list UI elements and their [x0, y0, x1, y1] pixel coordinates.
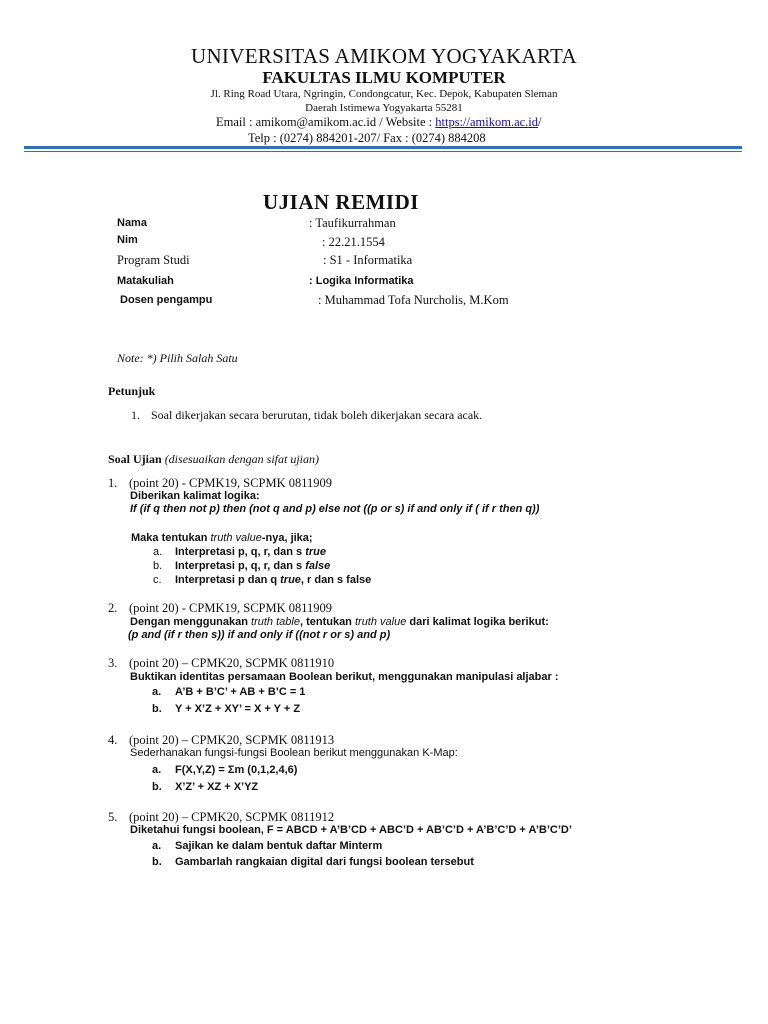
- q4-item-a: F(X,Y,Z) = Σm (0,1,2,4,6): [175, 764, 298, 776]
- q5-number: 5.: [108, 810, 118, 824]
- petunjuk-item-number: 1.: [131, 408, 140, 422]
- q1-item-b: Interpretasi p, q, r, dan s false: [175, 560, 331, 572]
- q1-line1: Diberikan kalimat logika:: [130, 490, 260, 502]
- info-label-nim: Nim: [117, 234, 138, 246]
- q4-item-a-letter: a.: [152, 764, 162, 776]
- q5-item-a-letter: a.: [152, 840, 162, 852]
- q1-item-c: Interpretasi p dan q true, r dan s false: [175, 574, 372, 586]
- q5-item-b-letter: b.: [152, 856, 162, 868]
- faculty-name: FAKULTAS ILMU KOMPUTER: [262, 68, 506, 87]
- q3-line1: Buktikan identitas persamaan Boolean berikut, menggunakan manipulasi aljabar :: [130, 671, 559, 683]
- q1-logic-sentence: If (if q then not p) then (not q and p) else not ((p or s) if and only if ( if r then q)): [130, 503, 540, 515]
- note-text: Note: *) Pilih Salah Satu: [117, 351, 238, 365]
- q1-title: (point 20) - CPMK19, SCPMK 0811909: [129, 476, 333, 490]
- q3-number: 3.: [108, 656, 118, 670]
- q2-title: (point 20) - CPMK19, SCPMK 0811909: [129, 601, 333, 615]
- exam-title: UJIAN REMIDI: [263, 190, 419, 214]
- info-label-prodi: Program Studi: [117, 253, 190, 267]
- info-label-nama: Nama: [117, 217, 147, 229]
- q4-title: (point 20) – CPMK20, SCPMK 0811913: [129, 733, 335, 747]
- q3-item-b-letter: b.: [152, 703, 162, 715]
- soal-heading-note: (disesuaikan dengan sifat ujian): [164, 452, 320, 466]
- q5-item-a: Sajikan ke dalam bentuk daftar Minterm: [175, 840, 383, 852]
- info-value-nim: : 22.21.1554: [322, 235, 385, 249]
- soal-heading-line: [108, 452, 319, 467]
- email-text: Email : amikom@amikom.ac.id / Website :: [216, 115, 436, 129]
- soal-heading: Soal Ujian: [108, 452, 162, 466]
- info-label-dosen: Dosen pengampu: [120, 294, 213, 306]
- petunjuk-heading: Petunjuk: [108, 384, 156, 398]
- q2-number: 2.: [108, 601, 118, 615]
- q3-item-a-letter: a.: [152, 686, 162, 698]
- q4-item-b: X’Z’ + XZ + X’YZ: [175, 781, 259, 793]
- q3-title: (point 20) – CPMK20, SCPMK 0811910: [129, 656, 335, 670]
- q1-item-a-letter: a.: [153, 546, 163, 558]
- address-line-1: Jl. Ring Road Utara, Ngringin, Condongcatur, Kec. Depok, Kabupaten Sleman: [210, 88, 558, 100]
- q4-line1: Sederhanakan fungsi-fungsi Boolean berikut menggunakan K-Map:: [130, 747, 458, 759]
- q3-item-a: A’B + B’C’ + AB + B’C = 1: [175, 686, 306, 698]
- website-link[interactable]: https://amikom.ac.id: [435, 115, 539, 129]
- info-label-matakuliah: Matakuliah: [117, 275, 174, 287]
- header-divider-thin: [24, 151, 742, 152]
- contact-line: [216, 115, 542, 130]
- header-divider-thick: [24, 146, 742, 149]
- q1-item-b-letter: b.: [153, 560, 163, 572]
- q4-number: 4.: [108, 733, 118, 747]
- petunjuk-item-text: Soal dikerjakan secara berurutan, tidak boleh dikerjakan secara acak.: [151, 408, 483, 422]
- info-value-prodi: : S1 - Informatika: [323, 253, 413, 267]
- q4-item-b-letter: b.: [152, 781, 162, 793]
- q2-logic-sentence: (p and (if r then s)) if and only if ((not r or s) and p): [128, 629, 391, 641]
- q5-title: (point 20) – CPMK20, SCPMK 0811912: [129, 810, 335, 824]
- q1-line3: Maka tentukan truth value-nya, jika;: [131, 532, 313, 544]
- info-value-dosen: : Muhammad Tofa Nurcholis, M.Kom: [318, 293, 509, 307]
- info-value-matakuliah: : Logika Informatika: [309, 275, 414, 287]
- q5-item-b: Gambarlah rangkaian digital dari fungsi boolean tersebut: [175, 856, 474, 868]
- q1-item-c-letter: c.: [153, 574, 162, 586]
- q5-line1: Diketahui fungsi boolean, F = ABCD + A’B’CD + ABC’D + AB’C’D + A’B’C’D + A’B’C’D’: [130, 824, 572, 836]
- q3-item-b: Y + X’Z + XY’ = X + Y + Z: [175, 703, 301, 715]
- info-value-nama: : Taufikurrahman: [309, 216, 396, 230]
- university-name: UNIVERSITAS AMIKOM YOGYAKARTA: [191, 44, 577, 68]
- q2-line1: Dengan menggunakan truth table, tentukan truth value dari kalimat logika berikut:: [130, 616, 549, 628]
- address-line-2: Daerah Istimewa Yogyakarta 55281: [305, 102, 463, 114]
- q1-item-a: Interpretasi p, q, r, dan s true: [175, 546, 326, 558]
- email-suffix: /: [538, 115, 542, 129]
- phone-line: Telp : (0274) 884201-207/ Fax : (0274) 884208: [248, 131, 486, 145]
- q1-number: 1.: [108, 476, 118, 490]
